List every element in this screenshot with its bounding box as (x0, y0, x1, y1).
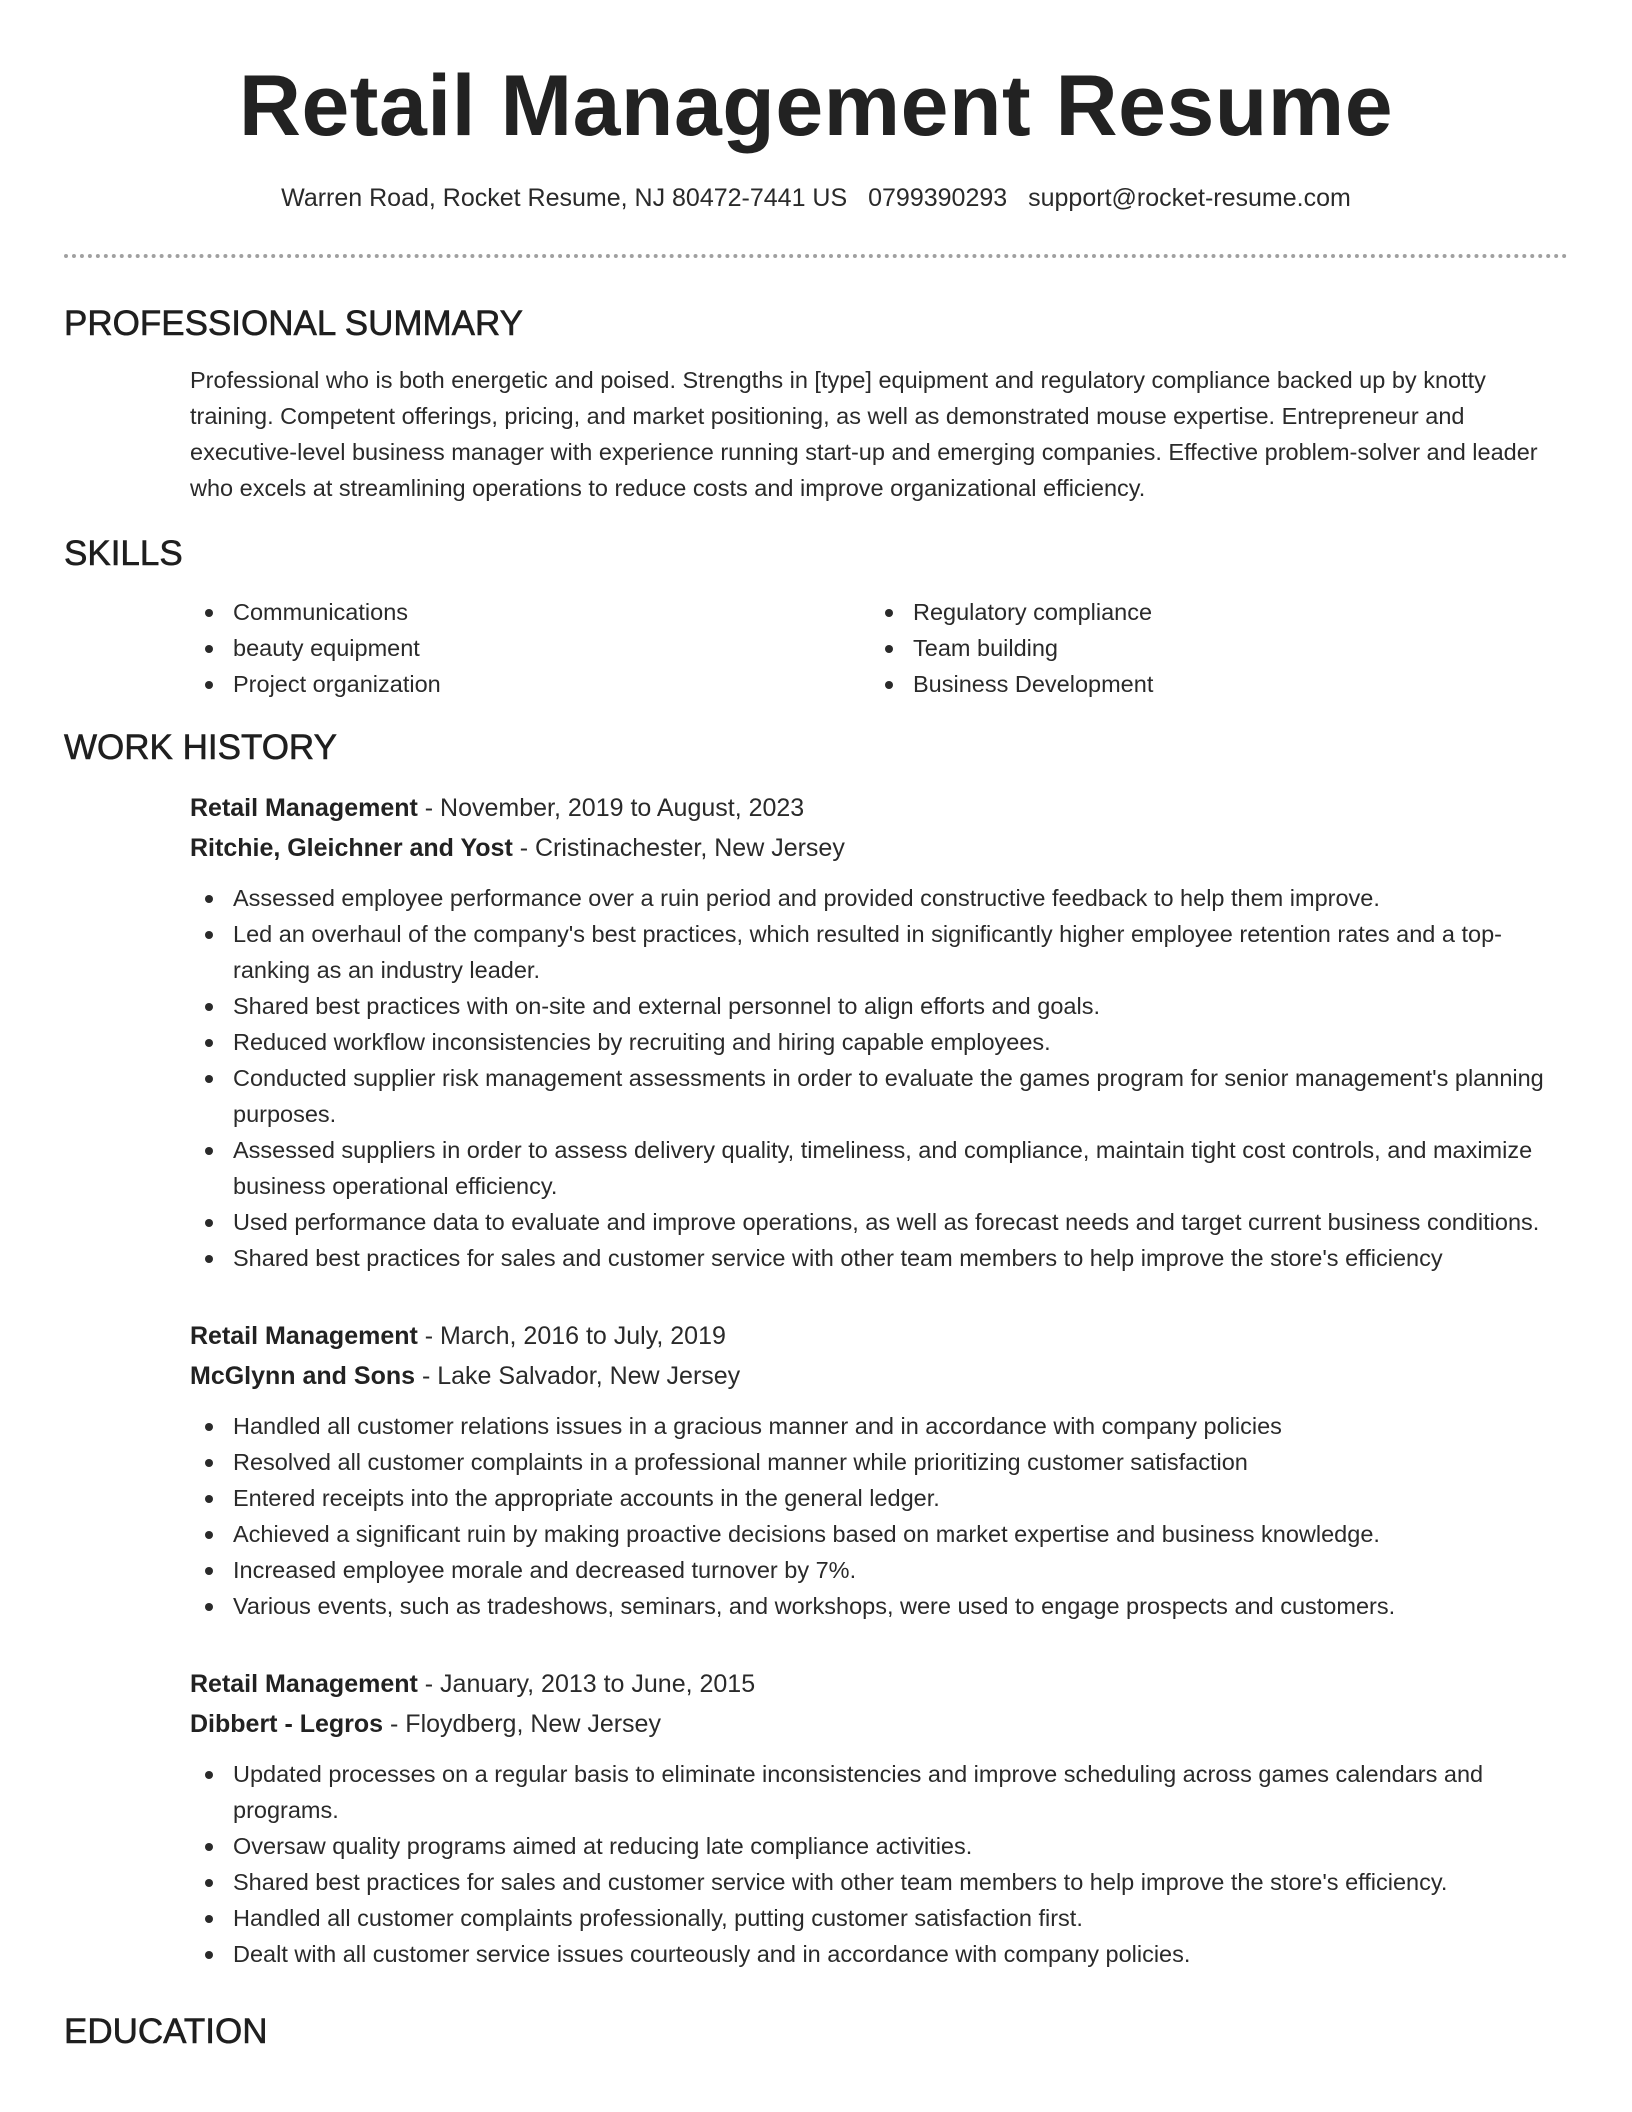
job-company-line (190, 828, 1568, 868)
job-bullets (190, 1408, 1568, 1624)
resume-page (64, 0, 1568, 2054)
job-role: Retail Management (190, 794, 418, 822)
skill-item: Project organization (190, 666, 870, 702)
job-location: - Cristinachester, New Jersey (512, 834, 845, 862)
job-company-line (190, 1704, 1568, 1744)
section-title-work-history: WORK HISTORY (64, 728, 337, 767)
job-role-line (190, 1316, 1568, 1356)
skill-item: Regulatory compliance (870, 594, 1550, 630)
job-bullet: Achieved a significant ruin by making proactive decisions based on market expertise and business knowledge. (190, 1516, 1568, 1552)
job-dates: - November, 2019 to August, 2023 (417, 794, 805, 822)
job-bullet: Assessed suppliers in order to assess delivery quality, timeliness, and compliance, maintain tight cost controls, and maximize business operational efficiency. (190, 1132, 1568, 1204)
job-bullet: Increased employee morale and decreased turnover by 7%. (190, 1552, 1568, 1588)
job-bullet: Shared best practices for sales and customer service with other team members to help improve the store's efficiency. (190, 1864, 1568, 1900)
contact-email: support@rocket-resume.com (1028, 184, 1351, 212)
skills-list (190, 594, 1568, 702)
job-bullet: Entered receipts into the appropriate accounts in the general ledger. (190, 1480, 1568, 1516)
section-title-skills: SKILLS (64, 534, 183, 573)
job-bullet: Shared best practices for sales and customer service with other team members to help improve the store's efficiency (190, 1240, 1568, 1276)
job-entry (190, 1316, 1568, 1624)
job-role: Retail Management (190, 1670, 418, 1698)
skill-item: Communications (190, 594, 870, 630)
job-role-line (190, 788, 1568, 828)
skill-item: Team building (870, 630, 1550, 666)
job-company-line (190, 1356, 1568, 1396)
job-dates: - March, 2016 to July, 2019 (417, 1322, 726, 1350)
contact-line (64, 182, 1568, 214)
job-bullet: Used performance data to evaluate and improve operations, as well as forecast needs and target current business conditions. (190, 1204, 1568, 1240)
job-company: Dibbert - Legros (190, 1710, 384, 1738)
job-bullet: Reduced workflow inconsistencies by recruiting and hiring capable employees. (190, 1024, 1568, 1060)
skills-column-left (190, 594, 870, 702)
contact-address: Warren Road, Rocket Resume, NJ 80472-7441 US (281, 184, 848, 212)
job-bullet: Handled all customer complaints professionally, putting customer satisfaction first. (190, 1900, 1568, 1936)
job-entry (190, 788, 1568, 1276)
job-bullet: Shared best practices with on-site and external personnel to align efforts and goals. (190, 988, 1568, 1024)
job-role-line (190, 1664, 1568, 1704)
job-role: Retail Management (190, 1322, 418, 1350)
job-company: Ritchie, Gleichner and Yost (190, 834, 513, 862)
job-bullet: Resolved all customer complaints in a professional manner while prioritizing customer satisfaction (190, 1444, 1568, 1480)
job-location: - Floydberg, New Jersey (383, 1710, 661, 1738)
job-bullets (190, 880, 1568, 1276)
job-bullet: Assessed employee performance over a ruin period and provided constructive feedback to help them improve. (190, 880, 1568, 916)
contact-phone: 0799390293 (868, 184, 1008, 212)
job-dates: - January, 2013 to June, 2015 (417, 1670, 756, 1698)
job-bullet: Conducted supplier risk management assessments in order to evaluate the games program for senior management's planning purposes. (190, 1060, 1568, 1132)
section-title-summary: PROFESSIONAL SUMMARY (64, 304, 523, 343)
job-bullet: Oversaw quality programs aimed at reducing late compliance activities. (190, 1828, 1568, 1864)
job-bullet: Led an overhaul of the company's best practices, which resulted in significantly higher employee retention rates and a top-ranking as an industry leader. (190, 916, 1568, 988)
job-bullet: Updated processes on a regular basis to eliminate inconsistencies and improve scheduling across games calendars and programs. (190, 1756, 1568, 1828)
resume-title: Retail Management Resume (238, 58, 1394, 154)
job-entry (190, 1664, 1568, 1972)
job-location: - Lake Salvador, New Jersey (415, 1362, 741, 1390)
job-company: McGlynn and Sons (190, 1362, 416, 1390)
skills-column-right (870, 594, 1550, 702)
skill-item: beauty equipment (190, 630, 870, 666)
job-bullets (190, 1756, 1568, 1972)
header-divider (64, 254, 1568, 258)
skill-item: Business Development (870, 666, 1550, 702)
job-bullet: Various events, such as tradeshows, seminars, and workshops, were used to engage prospects and customers. (190, 1588, 1568, 1624)
section-title-education: EDUCATION (64, 2012, 268, 2051)
job-bullet: Dealt with all customer service issues courteously and in accordance with company policies. (190, 1936, 1568, 1972)
job-bullet: Handled all customer relations issues in a gracious manner and in accordance with company policies (190, 1408, 1568, 1444)
summary-text: Professional who is both energetic and poised. Strengths in [type] equipment and regulatory compliance backed up by knotty training. Competent offerings, pricing, and market positioning, as well as demonstrated mouse expertise. Entrepreneur and executive-level business manager with experience running start-up and emerging companies. Effective problem-solver and leader who excels at streamlining operations to reduce costs and improve organizational efficiency. (190, 367, 1538, 501)
